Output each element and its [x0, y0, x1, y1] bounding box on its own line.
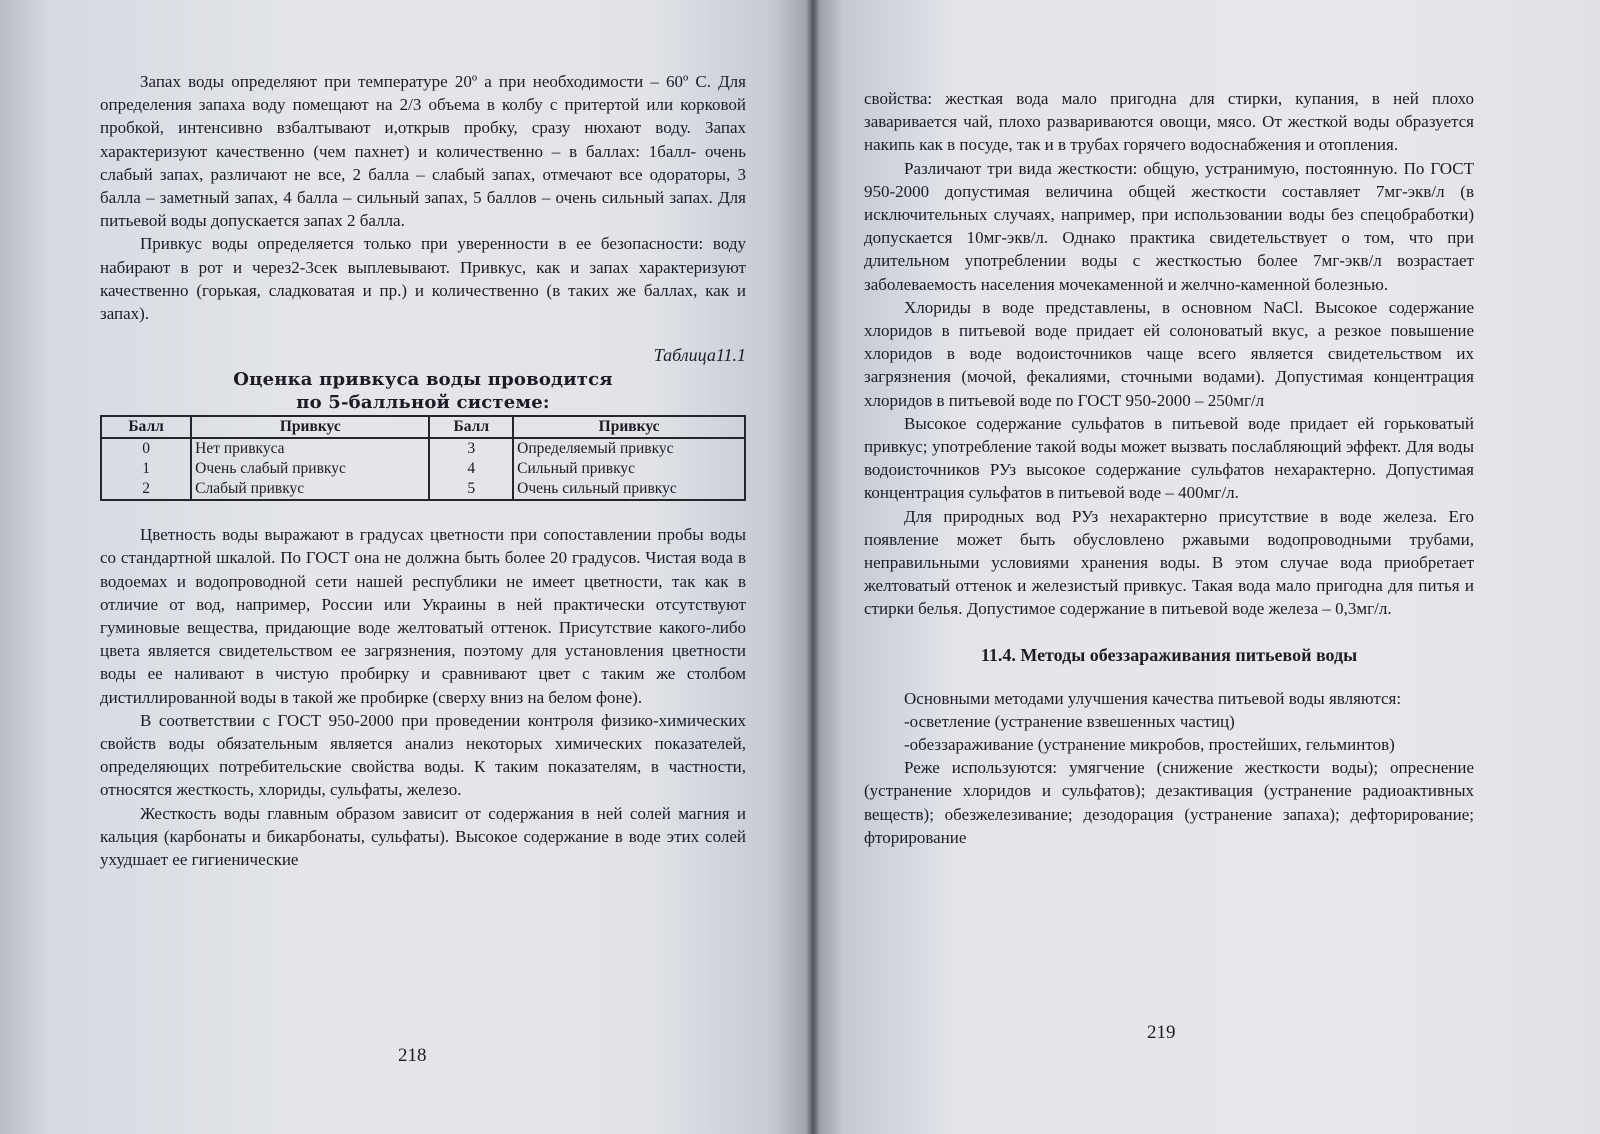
table-header-row: [101, 416, 745, 438]
method-item: -обеззараживание (устранение микробов, простейших, гельминтов): [904, 735, 1395, 755]
score-cell: 4: [429, 459, 513, 479]
score-cell: 5: [429, 479, 513, 500]
header-score: Балл: [429, 416, 513, 438]
score-cell: 2: [101, 479, 191, 500]
method-item: -осветление (устранение взвешенных частиц): [904, 711, 1235, 731]
methods-intro: Основными методами улучшения качества питьевой воды являются:: [904, 688, 1402, 708]
hardness-types-paragraph: Различают три вида жесткости: общую, устранимую, постоянную. По ГОСТ 950-2000 допустимая величина общей жесткости составляет 7мг-экв/л (в исключительных случаях, например, при использовании воды без спецобработки) допускается 10мг-экв/л. Однако практика свидетельствует о том, что при длительном употреблении воды с жесткостью более 7мг-экв/л возрастает заболеваемость населения мочекаменной и желчно-каменной болезнью.: [864, 158, 1474, 294]
taste-cell: Слабый привкус: [191, 479, 429, 500]
header-score: Балл: [101, 416, 191, 438]
right-page: [812, 0, 1600, 1134]
header-taste: Привкус: [513, 416, 745, 438]
table-title-line1: Оценка привкуса воды проводится: [233, 369, 613, 391]
table-number: Таблица11.1: [653, 345, 746, 366]
taste-cell: Нет привкуса: [191, 438, 429, 459]
taste-scale-table: [100, 415, 746, 501]
hardness-paragraph: Жесткость воды главным образом зависит от содержания в ней солей магния и кальция (карбонаты и бикарбонаты, сульфаты). Высокое содержание в воде этих солей ухудшает ее гигиенические: [100, 803, 746, 870]
page-number-right: 219: [1147, 1022, 1176, 1043]
header-taste: Привкус: [191, 416, 429, 438]
gost-paragraph: В соответствии с ГОСТ 950-2000 при проведении контроля физико-химических свойств воды обязательным является анализ некоторых химических показателей, определяющих потребительские свойства воды. К таким показателям, в частности, относятся жесткость, хлориды, сульфаты, железо.: [100, 710, 746, 800]
table-row: [101, 459, 745, 479]
rare-methods-paragraph: Реже используются: умягчение (снижение жесткости воды); опреснение (устранение хлоридов и сульфатов); дезактивация (устранение радиоактивных веществ); обезжелезивание; дезодорация (устранение запаха); дефторирование; фторирование: [864, 758, 1474, 847]
right-text-column: [864, 87, 1474, 849]
chlorides-paragraph: Хлориды в воде представлены, в основном NaCl. Высокое содержание хлоридов в питьевой воде придает ей солоноватый вкус, а резкое повышение хлоридов в воде водоисточников чаще всего является свидетельством их загрязнения (мочой, фекалиями, сточными водами). Допустимая концентрация хлоридов в питьевой воде по ГОСТ 950-2000 – 250мг/л: [864, 297, 1474, 410]
taste-cell: Сильный привкус: [513, 459, 745, 479]
taste-cell: Определяемый привкус: [513, 438, 745, 459]
section-heading: 11.4. Методы обеззараживания питьевой воды: [980, 644, 1358, 665]
taste-paragraph: Привкус воды определяется только при уверенности в ее безопасности: воду набирают в рот и через2-3сек выплевывают. Привкус, как и запах характеризуют качественно (горькая, сладковатая и пр.) и количественно (в таких же баллах, как и запах).: [100, 234, 746, 324]
left-text-column: [100, 70, 746, 871]
continuation-paragraph: свойства: жесткая вода мало пригодна для стирки, купания, в ней плохо заваривается чай, плохо развариваются овощи, мясо. От жесткой воды образуется накипь как в посуде, так и в трубах горячего водоснабжения и отопления.: [864, 89, 1474, 155]
taste-cell: Очень сильный привкус: [513, 479, 745, 500]
sulfates-paragraph: Высокое содержание сульфатов в питьевой воде придает ей горьковатый привкус; употребление такой воды может вызвать послабляющий эффект. Для воды водоисточников РУз высокое содержание сульфатов нехарактерно. Допустимая концентрация сульфатов в питьевой воде – 400мг/л.: [864, 413, 1474, 503]
odor-paragraph: Запах воды определяют при температуре 20º а при необходимости – 60º С. Для определения запаха воду помещают на 2/3 объема в колбу с притертой или корковой пробкой, интенсивно взбалтывают и,открыв пробку, сразу нюхают воду. Запах характеризуют качественно (чем пахнет) и количественно – в баллах: 1балл- очень слабый запах, различают не все, 2 балла – слабый запах, отмечают все одораторы, 3 балла – заметный запах, 4 балла – сильный запах, 5 баллов – очень сильный запах. Для питьевой воды допускается запах 2 балла.: [100, 72, 746, 231]
score-cell: 3: [429, 438, 513, 459]
page-number-left: 218: [398, 1045, 427, 1066]
score-cell: 0: [101, 438, 191, 459]
table-row: [101, 479, 745, 500]
iron-paragraph: Для природных вод РУз нехарактерно присутствие в воде железа. Его появление может быть обусловлено ржавыми водопроводными трубами, неправильными условиями хранения воды. В этом случае вода приобретает желтоватый оттенок и железистый привкус. Такая вода мало пригодна для питья и стирки белья. Допустимое содержание в питьевой воде железа – 0,3мг/л.: [864, 506, 1474, 619]
color-paragraph: Цветность воды выражают в градусах цветности при сопоставлении пробы воды со стандартной шкалой. По ГОСТ она не должна быть более 20 градусов. Чистая вода в водоемах и водопроводной сети нашей республики не имеет цветности, так как в отличие от вод, например, России или Украины в ней практически отсутствуют гуминовые вещества, придающие воде желтоватый оттенок. Присутствие какого-либо цвета является свидетельством ее загрязнения, поэтому для установления цветности воды ее наливают в чистую пробирку и сравнивают цвет с таким же столбом дистиллированной воды в такой же пробирке (сверху вниз на белом фоне).: [100, 525, 746, 707]
score-cell: 1: [101, 459, 191, 479]
table-title-line2: по 5-балльной системе:: [296, 392, 550, 414]
book-gutter: [806, 0, 820, 1134]
taste-cell: Очень слабый привкус: [191, 459, 429, 479]
table-row: [101, 438, 745, 459]
